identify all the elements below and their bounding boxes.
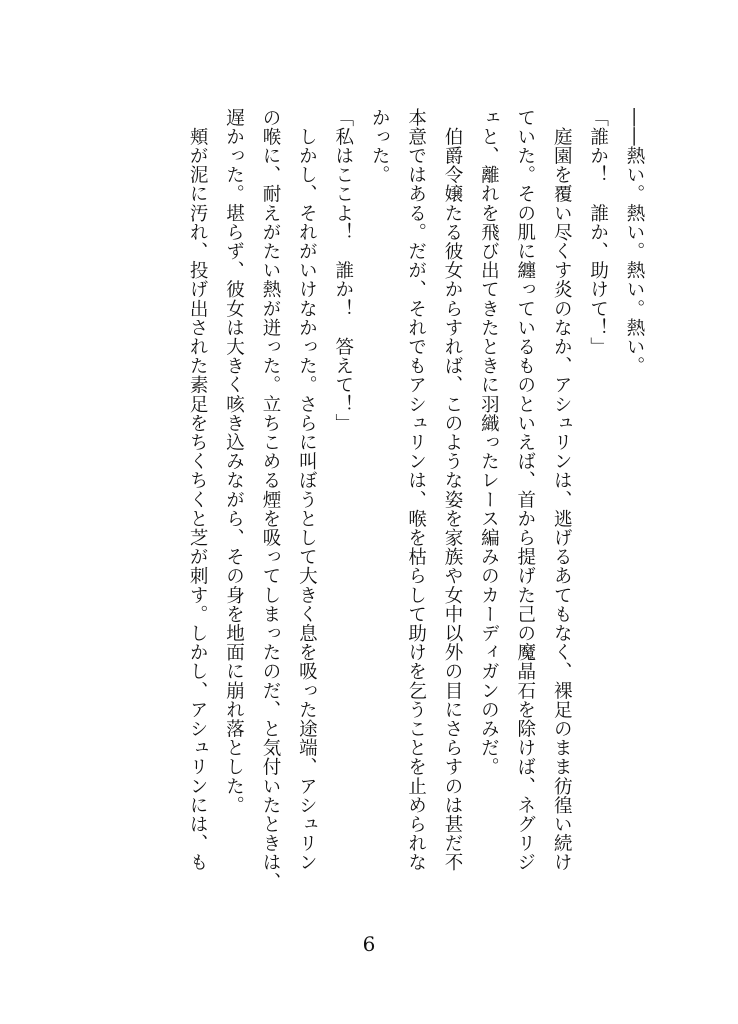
text-line-13: 頬が泥に汚れ、投げ出された素足をちくちくと芝が刺す。しかし、アシュリンには、も bbox=[187, 108, 209, 872]
text-line-5: ェと、離れを飛び出てきたときに羽織ったレース編みのカーディガンのみだ。 bbox=[478, 108, 500, 777]
text-line-6: 伯爵令嬢たる彼女からすれば、このような姿を家族や女中以外の目にさらすのは甚だ不 bbox=[441, 108, 463, 872]
text-line-3: 庭園を覆い尽くす炎のなか、アシュリンは、逃げるあてもなく、裸足のまま彷徨い続け bbox=[551, 108, 573, 872]
text-line-10: しかし、それがいけなかった。さらに叫ぼうとして大きく息を吸った途端、アシュリン bbox=[296, 108, 318, 872]
text-line-11: の喉に、耐えがたい熱が迸った。立ちこめる煙を吸ってしまったのだ、と気付いたときは、 bbox=[259, 108, 281, 892]
text-line-7: 本意ではある。だが、それでもアシュリンは、喉を枯らして助けを乞うことを止められな bbox=[405, 108, 427, 872]
text-line-1: ――熱い。熱い。熱い。熱い。 bbox=[624, 108, 645, 376]
page-number: 6 bbox=[362, 932, 376, 956]
text-line-12: 遅かった。堪らず、彼女は大きく咳き込みながら、その身を地面に崩れ落とした。 bbox=[223, 108, 245, 815]
text-line-9: 「私はここよ！ 誰か！ 答えて！」 bbox=[332, 108, 354, 433]
text-line-4: ていた。その肌に纏っているものといえば、首から提げた己の魔晶石を除けば、ネグリジ bbox=[514, 108, 536, 872]
vertical-body-text bbox=[72, 108, 652, 908]
text-line-8: かった。 bbox=[369, 108, 391, 185]
text-line-2: 「誰か！ 誰か、助けて！」 bbox=[587, 108, 609, 357]
